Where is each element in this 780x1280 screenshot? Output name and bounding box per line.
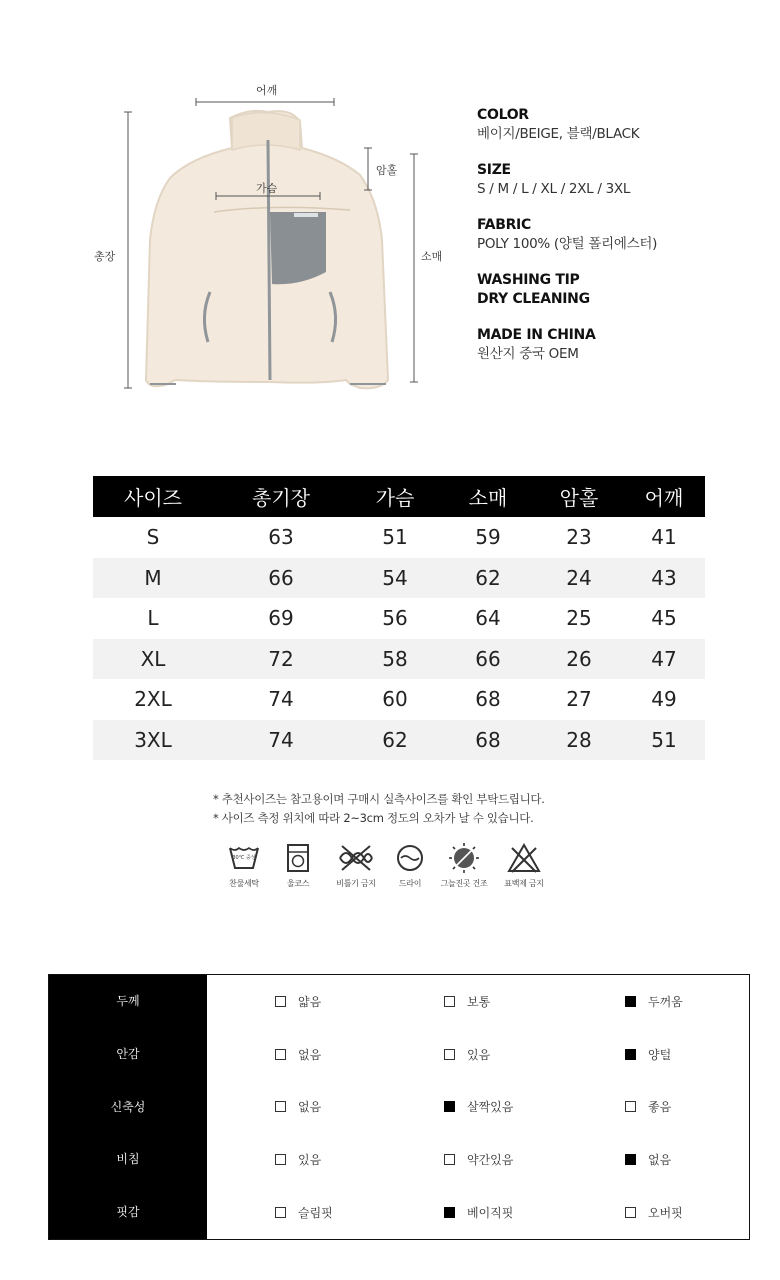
unchecked-box-icon bbox=[444, 1049, 455, 1060]
spec-color bbox=[477, 106, 757, 144]
unchecked-box-icon bbox=[275, 1154, 286, 1165]
measurement-cell: 68 bbox=[441, 720, 535, 761]
attribute-option-label: 두꺼움 bbox=[648, 994, 683, 1009]
armhole-label: 암홀 bbox=[376, 164, 398, 177]
attribute-label: 핏감 bbox=[116, 1205, 140, 1220]
care-label: 찬물세탁 bbox=[229, 879, 259, 888]
attribute-option-label: 없음 bbox=[298, 1100, 322, 1115]
attribute-row bbox=[49, 1028, 749, 1081]
spec-value: S / M / L / XL / 2XL / 3XL bbox=[477, 181, 631, 197]
spec-washing-tip bbox=[477, 271, 757, 309]
dry-clean-icon bbox=[393, 842, 427, 874]
attribute-option bbox=[275, 1081, 321, 1134]
measurement-cell: 56 bbox=[382, 606, 408, 631]
measurement-cell: 54 bbox=[349, 558, 441, 599]
product-attribute-grid bbox=[48, 974, 750, 1240]
hand-wash-icon bbox=[227, 842, 261, 874]
size-table bbox=[93, 476, 705, 760]
attribute-option bbox=[444, 1081, 513, 1134]
attribute-option-label: 살짝있음 bbox=[467, 1100, 514, 1115]
attribute-option-label: 얇음 bbox=[298, 994, 322, 1009]
measurement-cell: 59 bbox=[475, 525, 501, 550]
attribute-option bbox=[625, 1028, 671, 1081]
wool-course-icon bbox=[281, 842, 315, 874]
total-length-label: 총장 bbox=[94, 250, 116, 263]
attribute-option bbox=[444, 1028, 490, 1081]
checked-box-icon bbox=[625, 1154, 636, 1165]
note-line: * 사이즈 측정 위치에 따라 2~3cm 정도의 오차가 날 수 있습니다. bbox=[213, 811, 534, 825]
measurement-cell: 62 bbox=[441, 558, 535, 599]
size-table-header bbox=[93, 476, 705, 517]
attribute-row bbox=[49, 1133, 749, 1186]
table-row bbox=[93, 679, 705, 720]
attribute-option-label: 없음 bbox=[298, 1047, 322, 1062]
column-header: 소매 bbox=[441, 476, 535, 517]
spec-value: DRY CLEANING bbox=[477, 291, 590, 307]
attribute-label: 두께 bbox=[116, 994, 140, 1008]
care-item bbox=[214, 842, 274, 889]
attribute-option bbox=[625, 1133, 671, 1186]
spec-title: COLOR bbox=[477, 107, 529, 123]
attribute-option-label: 있음 bbox=[298, 1153, 322, 1168]
checked-box-icon bbox=[444, 1101, 455, 1112]
attribute-label: 안감 bbox=[116, 1046, 140, 1061]
attribute-option bbox=[275, 975, 321, 1028]
measurement-cell: 72 bbox=[213, 639, 349, 680]
attribute-option bbox=[625, 1186, 683, 1239]
measurement-cell: 26 bbox=[535, 639, 623, 680]
column-header: 어깨 bbox=[623, 476, 705, 517]
attribute-option-label: 약간있음 bbox=[467, 1153, 514, 1168]
unchecked-box-icon bbox=[625, 1207, 636, 1218]
spec-title: MADE IN CHINA bbox=[477, 327, 596, 343]
spec-size bbox=[477, 161, 757, 199]
measurement-cell: 74 bbox=[268, 687, 294, 712]
measurement-cell: 74 bbox=[213, 720, 349, 761]
size-cell: L bbox=[147, 606, 159, 631]
shade-dry-icon bbox=[447, 842, 481, 874]
measurement-cell: 41 bbox=[651, 525, 677, 550]
measurement-cell: 49 bbox=[651, 687, 677, 712]
spec-title: FABRIC bbox=[477, 217, 531, 233]
measurement-cell: 23 bbox=[566, 525, 592, 550]
measurement-cell: 27 bbox=[566, 687, 592, 712]
measurement-cell: 69 bbox=[268, 606, 294, 631]
note-line: * 추천사이즈는 참고용이며 구매시 실측사이즈를 확인 부탁드립니다. bbox=[213, 792, 545, 806]
attribute-option-label: 양털 bbox=[648, 1047, 672, 1062]
column-header: 가슴 bbox=[349, 476, 441, 517]
spec-title: WASHING TIP bbox=[477, 272, 580, 288]
attribute-option-label: 베이직핏 bbox=[467, 1206, 514, 1221]
attribute-option-label: 없음 bbox=[648, 1153, 672, 1168]
attribute-row bbox=[49, 1186, 749, 1239]
measurement-cell: 66 bbox=[441, 639, 535, 680]
attribute-option-label: 슬림핏 bbox=[298, 1206, 333, 1221]
unchecked-box-icon bbox=[444, 1154, 455, 1165]
unchecked-box-icon bbox=[275, 1049, 286, 1060]
no-wring-icon bbox=[336, 842, 376, 874]
attribute-option bbox=[625, 975, 683, 1028]
measurement-cell: 64 bbox=[475, 606, 501, 631]
measurement-cell: 45 bbox=[651, 606, 677, 631]
attribute-option bbox=[275, 1028, 321, 1081]
shoulder-label: 어깨 bbox=[256, 84, 278, 97]
unchecked-box-icon bbox=[275, 996, 286, 1007]
attribute-row bbox=[49, 1081, 749, 1134]
attribute-row bbox=[49, 975, 749, 1028]
product-size-diagram bbox=[0, 0, 460, 420]
unchecked-box-icon bbox=[275, 1101, 286, 1112]
attribute-option-label: 좋음 bbox=[648, 1100, 672, 1115]
chest-label: 가슴 bbox=[256, 182, 278, 195]
size-cell: M bbox=[93, 558, 213, 599]
jacket-illustration bbox=[0, 0, 460, 420]
measurement-cell: 43 bbox=[623, 558, 705, 599]
size-cell: XL bbox=[93, 639, 213, 680]
care-label: 드라이 bbox=[398, 879, 422, 888]
attribute-option bbox=[625, 1081, 671, 1134]
checked-box-icon bbox=[625, 996, 636, 1007]
measurement-cell: 68 bbox=[475, 687, 501, 712]
spec-value: 원산지 중국 OEM bbox=[477, 346, 579, 362]
size-cell: 2XL bbox=[134, 687, 172, 712]
care-item bbox=[326, 842, 386, 889]
column-header: 암홀 bbox=[535, 476, 623, 517]
attribute-label: 비침 bbox=[116, 1152, 140, 1167]
column-header: 총기장 bbox=[213, 476, 349, 517]
table-row bbox=[93, 598, 705, 639]
unchecked-box-icon bbox=[275, 1207, 286, 1218]
care-label: 울코스 bbox=[286, 879, 310, 888]
measurement-cell: 60 bbox=[382, 687, 408, 712]
hand-wash-temp: 30℃ 중성 bbox=[232, 855, 256, 861]
spec-origin bbox=[477, 326, 757, 364]
sleeve-label: 소매 bbox=[421, 250, 443, 263]
table-row bbox=[93, 558, 705, 599]
attribute-label: 신축성 bbox=[110, 1099, 146, 1114]
measurement-cell: 51 bbox=[382, 525, 408, 550]
measurement-cell: 24 bbox=[535, 558, 623, 599]
column-header: 사이즈 bbox=[93, 476, 213, 517]
attribute-option bbox=[444, 1133, 513, 1186]
table-row bbox=[93, 720, 705, 761]
measurement-cell: 25 bbox=[566, 606, 592, 631]
checked-box-icon bbox=[625, 1049, 636, 1060]
measurement-cell: 62 bbox=[349, 720, 441, 761]
unchecked-box-icon bbox=[444, 996, 455, 1007]
product-spec-list bbox=[477, 106, 757, 381]
care-item bbox=[494, 842, 554, 889]
size-notes bbox=[213, 790, 545, 828]
attribute-option bbox=[444, 975, 490, 1028]
attribute-option-label: 오버핏 bbox=[648, 1206, 683, 1221]
table-row bbox=[93, 639, 705, 680]
attribute-option bbox=[275, 1133, 321, 1186]
attribute-option-label: 보통 bbox=[467, 994, 491, 1009]
care-label: 그늘진곳 건조 bbox=[440, 879, 488, 888]
measurement-cell: 47 bbox=[623, 639, 705, 680]
unchecked-box-icon bbox=[625, 1101, 636, 1112]
care-item bbox=[268, 842, 328, 889]
measurement-cell: 63 bbox=[268, 525, 294, 550]
spec-fabric bbox=[477, 216, 757, 254]
measurement-cell: 28 bbox=[535, 720, 623, 761]
measurement-cell: 58 bbox=[349, 639, 441, 680]
measurement-cell: 66 bbox=[213, 558, 349, 599]
size-cell: S bbox=[146, 525, 160, 550]
spec-value: POLY 100% (양털 폴리에스터) bbox=[477, 236, 658, 252]
care-item bbox=[434, 842, 494, 889]
size-cell: 3XL bbox=[93, 720, 213, 761]
attribute-option-label: 있음 bbox=[467, 1047, 491, 1062]
table-row bbox=[93, 517, 705, 558]
spec-title: SIZE bbox=[477, 162, 511, 178]
care-label: 비틀기 금지 bbox=[336, 879, 376, 888]
spec-value: 베이지/BEIGE, 블랙/BLACK bbox=[477, 126, 640, 142]
care-instructions bbox=[222, 842, 552, 902]
no-bleach-icon bbox=[507, 842, 541, 874]
checked-box-icon bbox=[444, 1207, 455, 1218]
care-label: 표백제 금지 bbox=[504, 879, 544, 888]
measurement-cell: 51 bbox=[623, 720, 705, 761]
attribute-option bbox=[275, 1186, 333, 1239]
attribute-option bbox=[444, 1186, 513, 1239]
care-item bbox=[380, 842, 440, 889]
